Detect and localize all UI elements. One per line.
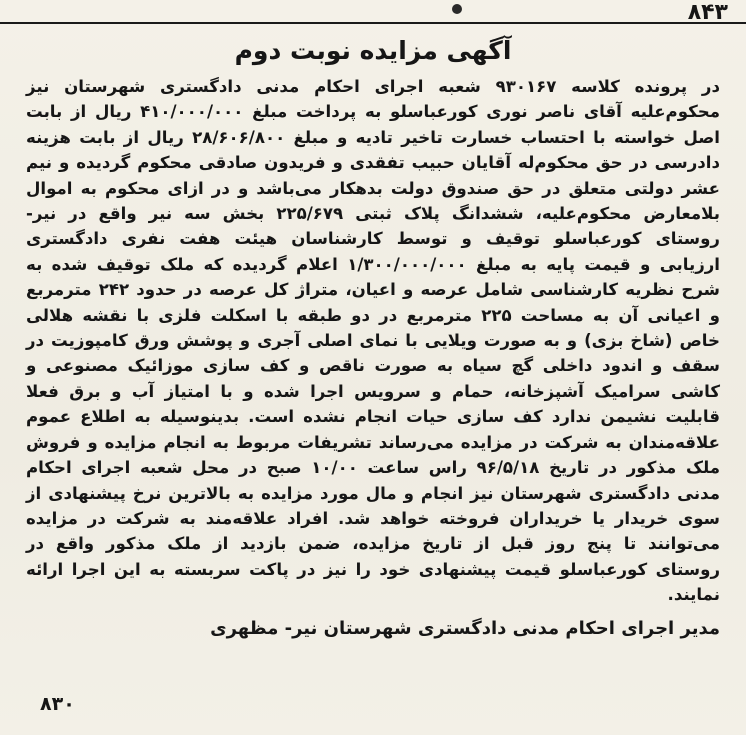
notice-title: آگهی مزایده نوبت دوم [234, 36, 512, 65]
top-divider [0, 22, 746, 24]
print-mark [452, 4, 462, 14]
notice-body: در پرونده کلاسه ۹۳۰۱۶۷ شعبه اجرای احکام مدنی دادگستری شهرستان نیز محکوم‌علیه آقای ناصر نوری کورعباسلو به پرداخت مبلغ ۴۱۰/۰۰۰/۰۰۰ ریال از بابت اصل خواسته با احتساب خسارت تاخیر تادیه و مبلغ ۲۸/۶۰۶/۸۰۰ ریال از بابت هزینه دادرسی در حق محکوم‌له آقایان حبیب تفقدی و فریدون صادقی محکوم گردیده و نیم عشر دولتی متعلق در حق صندوق دولت بدهکار می‌باشد و در ازای محکوم به اموال بلامعارض محکوم‌علیه، ششدانگ پلاک ثبتی ۲۲۵/۶۷۹ بخش سه نیر واقع در نیر- روستای کورعباسلو توقیف و توسط کارشناسان هیئت هفت نفری دادگستری ارزیابی و قیمت پایه به مبلغ ۱/۳۰۰/۰۰۰/۰۰۰ اعلام گردیده که ملک توقیف شده به شرح نظریه کارشناسی شامل عرصه و اعیان، متراژ کل عرصه در حدود ۲۴۲ مترمربع و اعیانی آن به مساحت ۲۲۵ مترمربع در دو طبقه با اسکلت فلزی با نقشه هلالی خاص (شاخ بزی) و به صورت ویلایی با نمای اصلی آجری و پوشش ورق کامپوزیت در سقف و اندود داخلی گچ سیاه به صورت ناقص و کف سازی موزائیک مصنوعی و کاشی سرامیک آشپزخانه، حمام و سرویس اجرا شده و با امتیاز آب و برق فعلا قابلیت نشیمن ندارد کف سازی حیات انجام نشده است. بدینوسیله به اطلاع عموم علاقه‌مندان به شرکت در مزایده می‌رساند تشریفات مربوط به انجام مزایده و فروش ملک مذکور در تاریخ ۹۶/۵/۱۸ راس ساعت ۱۰/۰۰ صبح در محل شعبه اجرای احکام مدنی دادگستری شهرستان نیز انجام و مال مورد مزایده به بالاترین نرخ پیشنهادی از سوی خریدار یا خریداران فروخته خواهد شد. افراد علاقه‌مند به شرکت در مزایده می‌توانند تا پنج روز قبل از تاریخ مزایده، ضمن بازدید از ملک مذکور واقع در روستای کورعباسلو قیمت پیشنهادی خود را نیز در پاکت سربسته به این اجرا ارائه نمایند. [26, 77, 721, 605]
notice-signature: مدیر اجرای احکام مدنی دادگستری شهرستان نیر- مظهری [210, 617, 720, 639]
ad-number-bottom: ۸۳۰ [40, 693, 75, 715]
ad-number-top: ۸۴۳ [687, 0, 728, 25]
auction-notice [26, 34, 720, 695]
